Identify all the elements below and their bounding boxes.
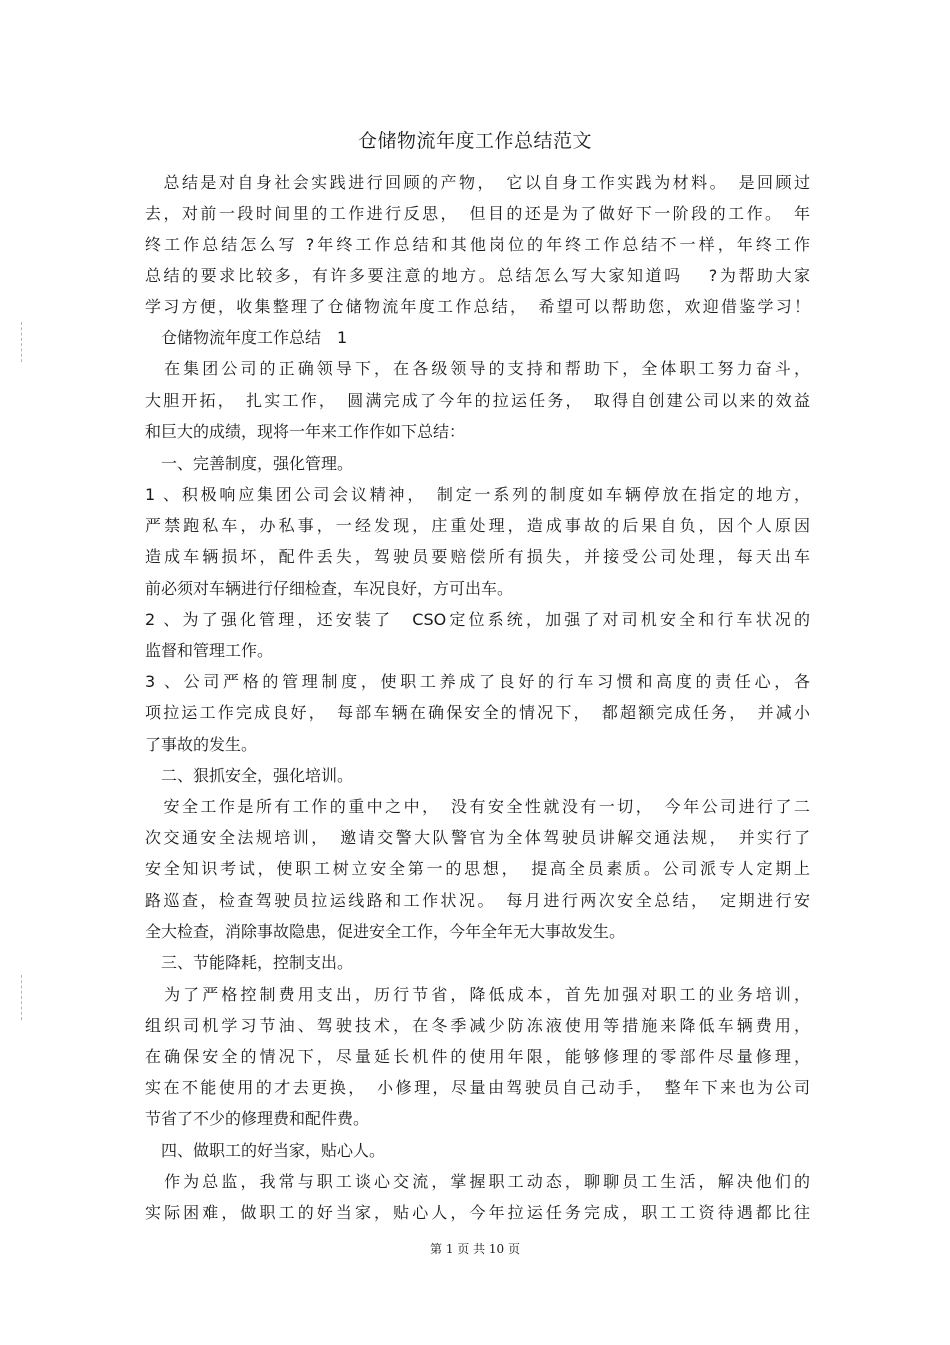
paragraph-line: 组织司机学习节油、驾驶技术，在冬季减少防冻液使用等措施来降低车辆费用， bbox=[145, 1016, 810, 1035]
paragraph-line: 节省了不少的修理费和配件费。 bbox=[145, 1109, 370, 1128]
section-heading: 三、节能降耗，控制支出。 bbox=[145, 953, 354, 972]
paragraph-line: 项拉运工作完成良好， 每部车辆在确保安全的情况下， 都超额完成任务， 并减小 bbox=[145, 703, 810, 722]
paragraph-line: 总结的要求比较多，有许多要注意的地方。总结怎么写大家知道吗 ?为帮助大家 bbox=[145, 266, 810, 285]
section-heading: 二、狠抓安全，强化培训。 bbox=[145, 766, 354, 785]
section-heading: 四、做职工的好当家，贴心人。 bbox=[145, 1141, 386, 1160]
document-title: 仓储物流年度工作总结范文 bbox=[357, 130, 592, 152]
paragraph-line: 造成车辆损坏，配件丢失，驾驶员要赔偿所有损失，并接受公司处理，每天出车 bbox=[145, 547, 810, 566]
paragraph-line: 为了严格控制费用支出，历行节省，降低成本，首先加强对职工的业务培训， bbox=[145, 985, 810, 1004]
paragraph-line: 学习方便，收集整理了仓储物流年度工作总结， 希望可以帮助您，欢迎借鉴学习！ bbox=[145, 297, 810, 316]
binding-margin-mark bbox=[21, 975, 22, 1020]
binding-margin-mark bbox=[21, 322, 22, 362]
paragraph-line: 了事故的发生。 bbox=[145, 735, 258, 754]
paragraph-line: 3 、公司严格的管理制度，使职工养成了良好的行车习惯和高度的责任心，各 bbox=[145, 672, 810, 691]
paragraph-line: 在确保安全的情况下，尽量延长机件的使用年限，能够修理的零部件尽量修理， bbox=[145, 1047, 810, 1066]
paragraph-line: 总结是对自身社会实践进行回顾的产物， 它以自身工作实践为材料。 是回顾过 bbox=[145, 173, 810, 192]
paragraph-line: 严禁跑私车，办私事，一经发现，庄重处理，造成事故的后果自负，因个人原因 bbox=[145, 516, 810, 535]
paragraph-line: 大胆开拓， 扎实工作， 圆满完成了今年的拉运任务， 取得自创建公司以来的效益 bbox=[145, 391, 810, 410]
paragraph-line: 前必须对车辆进行仔细检查，车况良好，方可出车。 bbox=[145, 579, 514, 598]
paragraph-line: 去，对前一段时间里的工作进行反思， 但目的还是为了做好下一阶段的工作。 年 bbox=[145, 204, 810, 223]
paragraph-line: 实际困难，做职工的好当家，贴心人，今年拉运任务完成，职工工资待遇都比往 bbox=[145, 1203, 810, 1222]
paragraph-line: 终工作总结怎么写 ?年终工作总结和其他岗位的年终工作总结不一样，年终工作 bbox=[145, 235, 810, 254]
paragraph-line: 1 、积极响应集团公司会议精神， 制定一系列的制度如车辆停放在指定的地方， bbox=[145, 485, 810, 504]
paragraph-line: 次交通安全法规培训， 邀请交警大队警官为全体驾驶员讲解交通法规， 并实行了 bbox=[145, 828, 810, 847]
paragraph-line: 路巡查，检查驾驶员拉运线路和工作状况。 每月进行两次安全总结， 定期进行安 bbox=[145, 891, 810, 910]
paragraph-line: 2 、为了强化管理，还安装了 CSO定位系统，加强了对司机安全和行车状况的 bbox=[145, 610, 810, 629]
paragraph-line: 在集团公司的正确领导下，在各级领导的支持和帮助下，全体职工努力奋斗， bbox=[145, 359, 810, 378]
section-heading: 仓储物流年度工作总结 1 bbox=[145, 328, 348, 347]
section-heading: 一、完善制度，强化管理。 bbox=[145, 454, 354, 473]
paragraph-line: 和巨大的成绩，现将一年来工作作如下总结： bbox=[145, 422, 466, 441]
paragraph-line: 安全知识考试，使职工树立安全第一的思想， 提高全员素质。公司派专人定期上 bbox=[145, 859, 810, 878]
paragraph-line: 全大检查，消除事故隐患，促进安全工作，今年全年无大事故发生。 bbox=[145, 922, 626, 941]
paragraph-line: 实在不能使用的才去更换， 小修理，尽量由驾驶员自己动手， 整年下来也为公司 bbox=[145, 1078, 810, 1097]
paragraph-line: 监督和管理工作。 bbox=[145, 641, 274, 660]
paragraph-line: 作为总监，我常与职工谈心交流，掌握职工动态，聊聊员工生活，解决他们的 bbox=[145, 1172, 810, 1191]
page-number-footer: 第 1 页 共 10 页 bbox=[430, 1242, 520, 1256]
paragraph-line: 安全工作是所有工作的重中之中， 没有安全性就没有一切， 今年公司进行了二 bbox=[145, 797, 810, 816]
